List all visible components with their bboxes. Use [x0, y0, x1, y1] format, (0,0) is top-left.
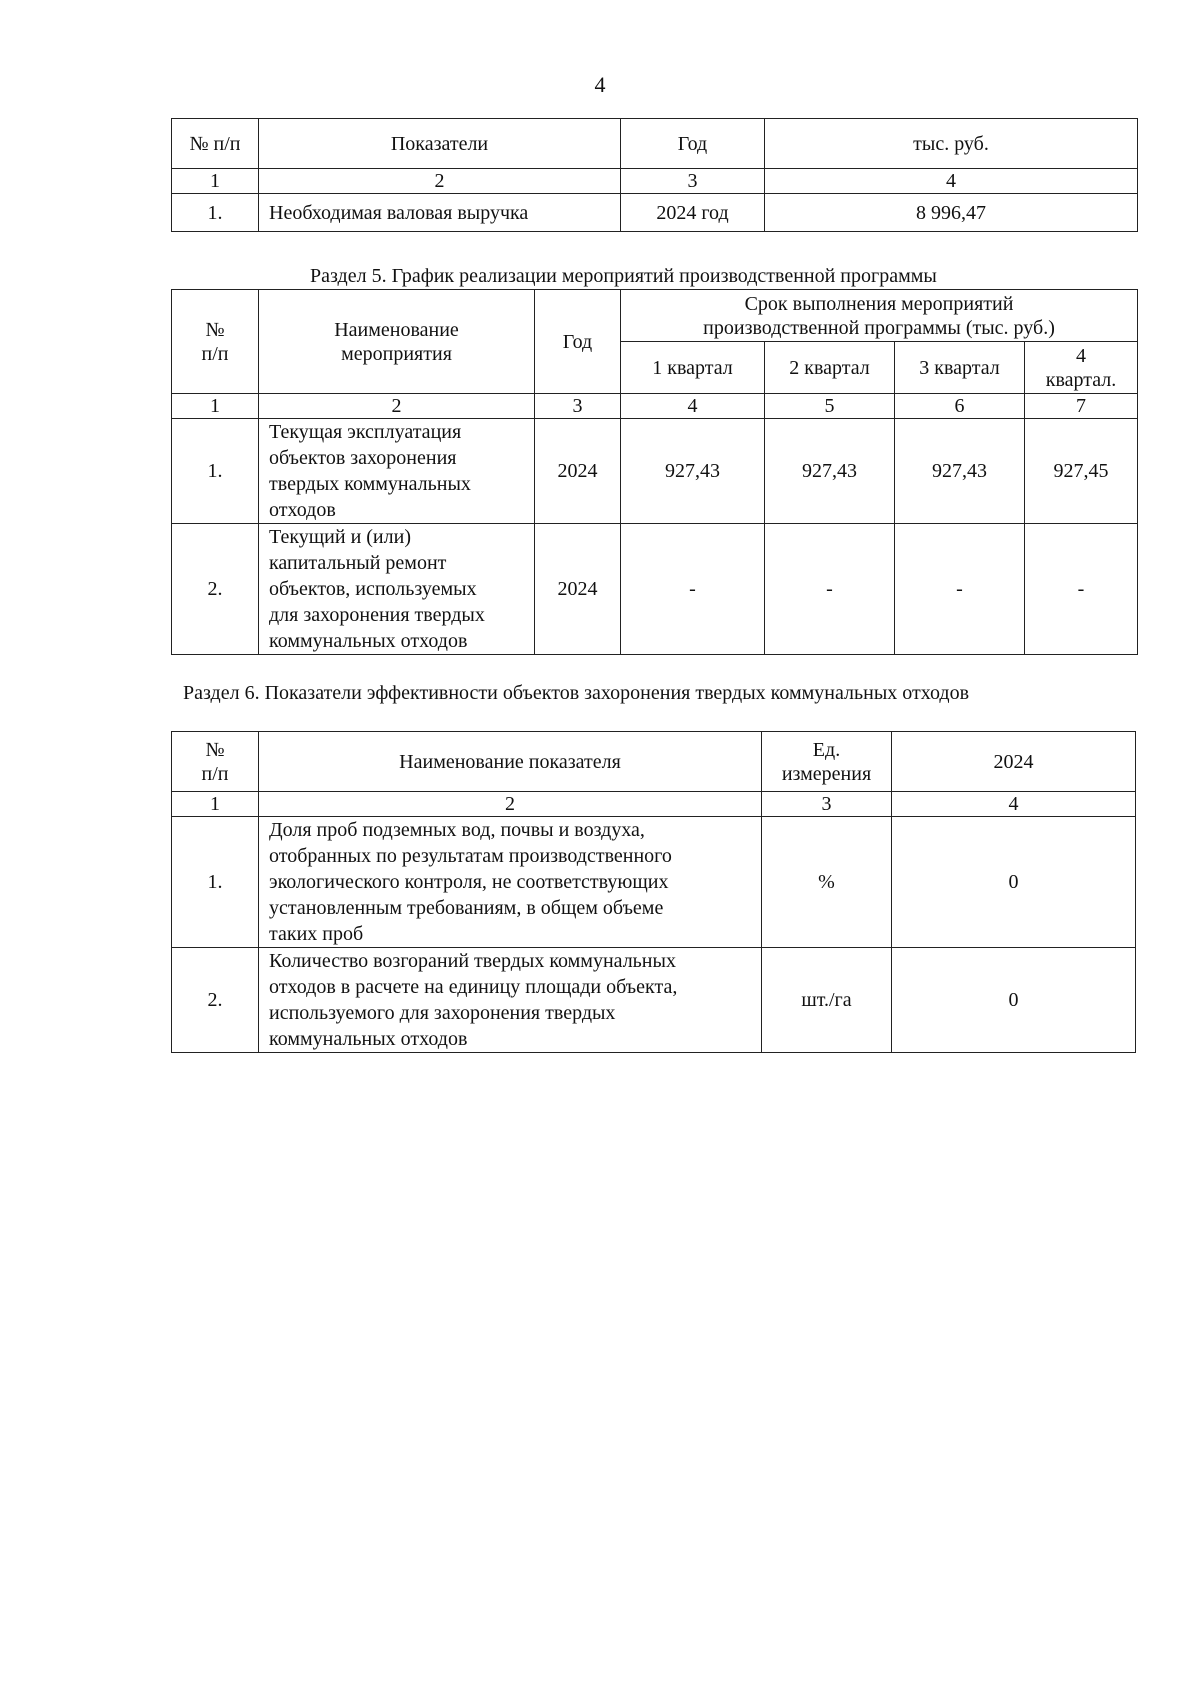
text-line: экологического контроля, не соответствующих: [269, 871, 669, 893]
table-row: [172, 194, 1138, 232]
table-row: [172, 419, 1138, 524]
text-line: Текущий и (или): [269, 526, 411, 548]
header-cell: [172, 290, 259, 394]
col-number: 4: [892, 792, 1136, 817]
row-number: 2.: [172, 524, 259, 655]
activity-name: [259, 524, 535, 655]
unit-cell: %: [762, 817, 892, 948]
text-line: коммунальных отходов: [269, 1028, 468, 1050]
col-number: 4: [621, 394, 765, 419]
header-cell: 2024: [892, 732, 1136, 792]
header-cell: [172, 732, 259, 792]
header-cell: 2 квартал: [765, 342, 895, 394]
header-cell: № п/п: [172, 119, 259, 169]
quarter-value: 927,43: [765, 419, 895, 524]
col-number: 5: [765, 394, 895, 419]
schedule-table: [171, 289, 1138, 655]
col-number: 2: [259, 169, 621, 194]
text-line: отходов: [269, 499, 336, 521]
text-line: отобранных по результатам производственного: [269, 845, 672, 867]
text-line: твердых коммунальных: [269, 473, 471, 495]
section-5-caption: Раздел 5. График реализации мероприятий производственной программы: [310, 265, 937, 287]
header-text: №: [205, 738, 225, 761]
quarter-value: 927,43: [895, 419, 1025, 524]
row-number: 1.: [172, 419, 259, 524]
header-text: п/п: [201, 342, 229, 365]
header-text: №: [205, 318, 225, 341]
table-row: [172, 817, 1136, 948]
text-line: объектов, используемых: [269, 578, 477, 600]
header-cell: Год: [621, 119, 765, 169]
text-line: Количество возгораний твердых коммунальных: [269, 950, 676, 972]
text-line: капитальный ремонт: [269, 552, 447, 574]
table-header-row: [172, 290, 1138, 342]
table-header-row: [172, 119, 1138, 169]
header-text: Наименование: [334, 318, 459, 341]
header-cell: [621, 290, 1138, 342]
text-line: для захоронения твердых: [269, 604, 485, 626]
text-line: используемого для захоронения твердых: [269, 1002, 616, 1024]
col-number: 2: [259, 792, 762, 817]
col-number: 3: [621, 169, 765, 194]
value-cell: 8 996,47: [765, 194, 1138, 232]
header-cell: Год: [535, 290, 621, 394]
year-cell: 2024: [535, 419, 621, 524]
header-text: измерения: [781, 762, 872, 785]
section-6-caption: Раздел 6. Показатели эффективности объектов захоронения твердых коммунальных отходов: [183, 682, 970, 704]
page-number: 4: [594, 72, 606, 97]
revenue-table: [171, 118, 1138, 232]
header-text: производственной программы (тыс. руб.): [703, 316, 1055, 339]
col-number: 3: [535, 394, 621, 419]
row-number: 1.: [172, 817, 259, 948]
quarter-value: 927,43: [621, 419, 765, 524]
col-number: 4: [765, 169, 1138, 194]
text-line: коммунальных отходов: [269, 630, 468, 652]
header-text: Срок выполнения мероприятий: [744, 292, 1014, 315]
quarter-value: -: [765, 524, 895, 655]
table-row: [172, 524, 1138, 655]
header-cell: [762, 732, 892, 792]
header-cell: [1025, 342, 1138, 394]
col-number: 1: [172, 792, 259, 817]
year-cell: 2024 год: [621, 194, 765, 232]
row-number: 1.: [172, 194, 259, 232]
header-text: Ед.: [812, 738, 841, 761]
quarter-value: -: [621, 524, 765, 655]
col-number: 6: [895, 394, 1025, 419]
col-number: 7: [1025, 394, 1138, 419]
efficiency-table: [171, 731, 1136, 1053]
table-row: [172, 948, 1136, 1053]
quarter-value: -: [895, 524, 1025, 655]
col-number: 3: [762, 792, 892, 817]
value-cell: 0: [892, 817, 1136, 948]
value-cell: 0: [892, 948, 1136, 1053]
header-text: мероприятия: [341, 342, 452, 365]
header-cell: 3 квартал: [895, 342, 1025, 394]
text-line: отходов в расчете на единицу площади объекта,: [269, 976, 678, 998]
table-header-row: [172, 732, 1136, 792]
header-cell: [259, 290, 535, 394]
header-cell: тыс. руб.: [765, 119, 1138, 169]
text-line: объектов захоронения: [269, 447, 457, 469]
text-line: Текущая эксплуатация: [269, 421, 462, 443]
header-cell: Показатели: [259, 119, 621, 169]
row-number: 2.: [172, 948, 259, 1053]
quarter-value: 927,45: [1025, 419, 1138, 524]
indicator-name: [259, 948, 762, 1053]
column-number-row: [172, 394, 1138, 419]
text-line: Доля проб подземных вод, почвы и воздуха,: [269, 819, 645, 841]
header-text: квартал.: [1045, 368, 1117, 391]
col-number: 1: [172, 394, 259, 419]
indicator-name: Необходимая валовая выручка: [259, 194, 621, 232]
text-line: установленным требованиям, в общем объеме: [269, 897, 664, 919]
header-text: 4: [1076, 344, 1086, 367]
header-text: п/п: [201, 762, 229, 785]
text-line: таких проб: [269, 923, 364, 945]
col-number: 2: [259, 394, 535, 419]
indicator-name: [259, 817, 762, 948]
year-cell: 2024: [535, 524, 621, 655]
column-number-row: [172, 792, 1136, 817]
unit-cell: шт./га: [762, 948, 892, 1053]
header-cell: 1 квартал: [621, 342, 765, 394]
column-number-row: [172, 169, 1138, 194]
quarter-value: -: [1025, 524, 1138, 655]
activity-name: [259, 419, 535, 524]
header-cell: Наименование показателя: [259, 732, 762, 792]
col-number: 1: [172, 169, 259, 194]
